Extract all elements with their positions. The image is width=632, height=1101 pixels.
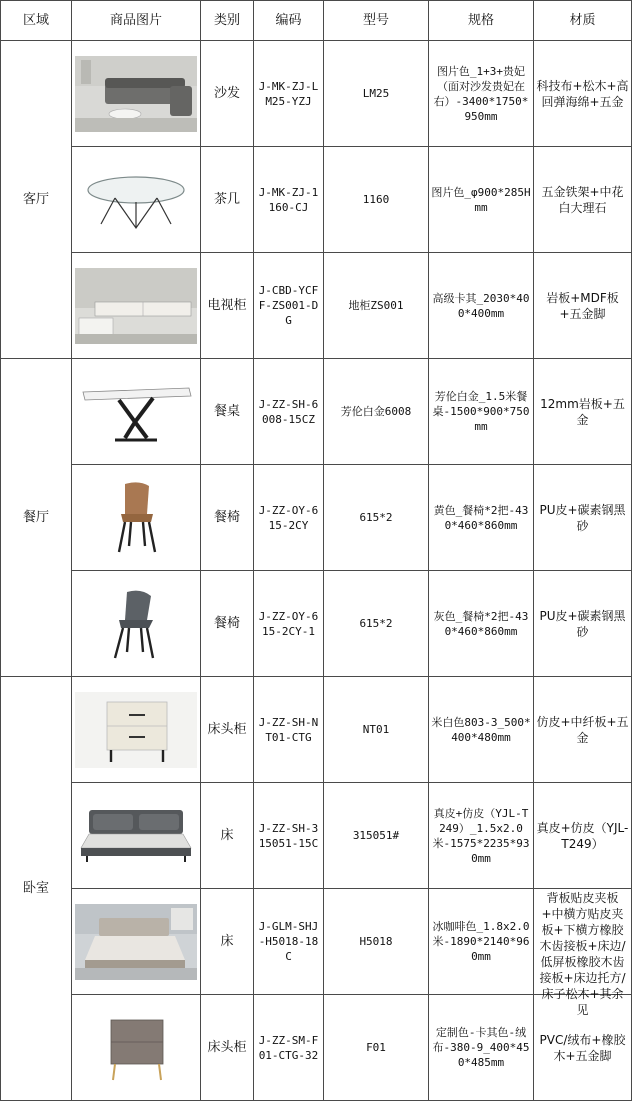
category-cell: 餐椅 — [201, 465, 254, 571]
header-material: 材质 — [534, 1, 632, 41]
material-cell: 真皮+仿皮（YJL-T249） — [534, 783, 632, 889]
header-model: 型号 — [324, 1, 429, 41]
header-row — [1, 1, 632, 41]
category-cell: 餐桌 — [201, 359, 254, 465]
category-cell: 餐椅 — [201, 571, 254, 677]
image-cell — [72, 41, 201, 147]
category-cell: 床头柜 — [201, 995, 254, 1101]
table-row — [1, 889, 632, 995]
model-cell: F01 — [324, 995, 429, 1101]
bedroom-bed-photo — [75, 904, 197, 980]
material-cell: 科技布+松木+高回弹海绵+五金 — [534, 41, 632, 147]
velvet-nightstand-photo — [75, 1010, 197, 1086]
spec-cell: 米白色803-3_500*400*480mm — [429, 677, 534, 783]
material-cell: PU皮+碳素钢黑砂 — [534, 571, 632, 677]
table-row — [1, 783, 632, 889]
header-area: 区域 — [1, 1, 72, 41]
table-row — [1, 41, 632, 147]
spec-cell: 芳伦白金_1.5米餐桌-1500*900*750mm — [429, 359, 534, 465]
material-cell: 仿皮+中纤板+五金 — [534, 677, 632, 783]
image-cell — [72, 359, 201, 465]
area-dining: 餐厅 — [1, 359, 72, 677]
nightstand-photo — [75, 692, 197, 768]
image-cell — [72, 677, 201, 783]
category-cell: 电视柜 — [201, 253, 254, 359]
code-cell: J-MK-ZJ-LM25-YZJ — [254, 41, 324, 147]
image-cell — [72, 571, 201, 677]
spec-cell: 图片色_φ900*285Hmm — [429, 147, 534, 253]
table-row — [1, 253, 632, 359]
leather-bed-photo — [75, 798, 197, 874]
material-cell: 12mm岩板+五金 — [534, 359, 632, 465]
image-cell — [72, 783, 201, 889]
model-cell: 地柜ZS001 — [324, 253, 429, 359]
code-cell: J-MK-ZJ-1160-CJ — [254, 147, 324, 253]
category-cell: 床 — [201, 889, 254, 995]
image-cell — [72, 253, 201, 359]
material-cell — [534, 889, 632, 1017]
material-cell: PU皮+碳素钢黑砂 — [534, 465, 632, 571]
code-cell: J-CBD-YCFF-ZS001-DG — [254, 253, 324, 359]
sofa-photo — [75, 56, 197, 132]
image-cell — [72, 995, 201, 1101]
spec-cell: 高级卡其_2030*400*400mm — [429, 253, 534, 359]
code-cell: J-ZZ-OY-615-2CY — [254, 465, 324, 571]
image-cell — [72, 889, 201, 995]
material-cell: 五金铁架+中花白大理石 — [534, 147, 632, 253]
area-living: 客厅 — [1, 41, 72, 359]
model-cell: 615*2 — [324, 465, 429, 571]
table-row — [1, 359, 632, 465]
code-cell: J-ZZ-SH-NT01-CTG — [254, 677, 324, 783]
material-cell: PVC/绒布+橡胶木+五金脚 — [534, 995, 632, 1101]
header-image: 商品图片 — [72, 1, 201, 41]
model-cell: LM25 — [324, 41, 429, 147]
image-cell — [72, 465, 201, 571]
image-cell — [72, 147, 201, 253]
code-cell: J-ZZ-SM-F01-CTG-32 — [254, 995, 324, 1101]
code-cell: J-GLM-SHJ-H5018-18C — [254, 889, 324, 995]
model-cell: H5018 — [324, 889, 429, 995]
spec-cell: 真皮+仿皮（YJL-T249）_1.5x2.0米-1575*2235*930mm — [429, 783, 534, 889]
table-row — [1, 465, 632, 571]
table-row — [1, 147, 632, 253]
category-cell: 茶几 — [201, 147, 254, 253]
spec-cell: 图片色_1+3+贵妃（面对沙发贵妃在右）-3400*1750*950mm — [429, 41, 534, 147]
material-text: 背板贴皮夹板+中横方贴皮夹板+下横方橡胶木齿接板+床边/低屏板橡胶木齿接板+床边托方/床子松木+其余见 — [539, 890, 626, 1017]
model-cell: 615*2 — [324, 571, 429, 677]
category-cell: 床头柜 — [201, 677, 254, 783]
grey-chair-photo — [75, 586, 197, 662]
header-code: 编码 — [254, 1, 324, 41]
table-row — [1, 571, 632, 677]
table-row — [1, 677, 632, 783]
model-cell: 芳伦白金6008 — [324, 359, 429, 465]
model-cell: 1160 — [324, 147, 429, 253]
header-spec: 规格 — [429, 1, 534, 41]
code-cell: J-ZZ-SH-315051-15C — [254, 783, 324, 889]
round-coffee-table-photo — [75, 162, 197, 238]
model-cell: 315051# — [324, 783, 429, 889]
code-cell: J-ZZ-SH-6008-15CZ — [254, 359, 324, 465]
material-cell: 岩板+MDF板+五金脚 — [534, 253, 632, 359]
dining-table-photo — [75, 374, 197, 450]
spec-cell: 灰色_餐椅*2把-430*460*860mm — [429, 571, 534, 677]
area-bedroom: 卧室 — [1, 677, 72, 1101]
category-cell: 沙发 — [201, 41, 254, 147]
brown-chair-photo — [75, 480, 197, 556]
code-cell: J-ZZ-OY-615-2CY-1 — [254, 571, 324, 677]
table-row — [1, 995, 632, 1101]
spec-cell: 冰咖啡色_1.8x2.0米-1890*2140*960mm — [429, 889, 534, 995]
spec-cell: 黄色_餐椅*2把-430*460*860mm — [429, 465, 534, 571]
tv-cabinet-photo — [75, 268, 197, 344]
spec-cell: 定制色-卡其色-绒布-380-9_400*450*485mm — [429, 995, 534, 1101]
model-cell: NT01 — [324, 677, 429, 783]
header-category: 类别 — [201, 1, 254, 41]
category-cell: 床 — [201, 783, 254, 889]
